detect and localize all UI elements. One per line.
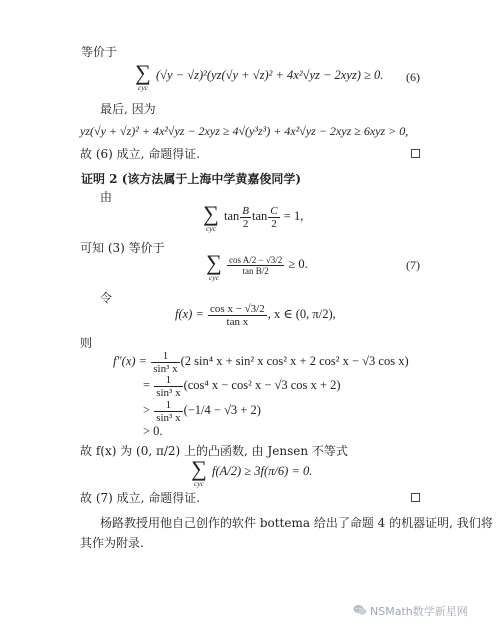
equation-6: (√y − √z)²(yz(√y + √z)² + 4x²√yz − 2xyz) ≥ 0.	[156, 68, 384, 82]
second-derivative-line-1: f″(x) = $\frac{1}{\text{sin³ x}}$ (2 sin⁴ x + sin² x cos² x + 2 cos² x − √3 cos x)	[113, 349, 409, 375]
paragraph-line-1: 杨路教授用他自己创作的软件 bottema 给出了命题 4 的机器证明, 我们将	[100, 516, 493, 530]
text-then: 则	[80, 336, 93, 350]
text-equiv-to: 等价于	[81, 45, 118, 59]
text-let: 令	[100, 291, 113, 305]
sum-symbol: ∑ cyc	[191, 456, 207, 488]
equation-number-7: (7)	[406, 258, 420, 272]
text-by: 由	[100, 190, 113, 204]
second-derivative-line-3: > $\frac{1}{\text{sin³ x}}$ (−1/4 − √3 + 2)	[143, 398, 261, 424]
text-finally: 最后, 因为	[100, 102, 156, 116]
text-know-equiv: 可知 (3) 等价于	[80, 241, 165, 255]
jensen-inequality: f(A/2) ≥ 3f(π/6) = 0.	[212, 464, 313, 478]
sum-symbol: ∑ cyc	[203, 201, 219, 233]
tangent-product-equation: tan $\frac{B}{2}$ tan $\frac{C}{2}$ = 1,	[224, 204, 304, 230]
proof-2-heading: 证明 2 (该方法属于上海中学黄嘉俊同学)	[81, 172, 302, 186]
qed-box	[411, 493, 420, 502]
second-derivative-line-2: = $\frac{1}{\text{sin³ x}}$ (cos⁴ x − cos² x − √3 cos x + 2)	[143, 373, 341, 399]
sum-symbol: ∑ cyc	[206, 250, 222, 282]
qed-box	[411, 149, 420, 158]
watermark-text: NSMath数学新星网	[370, 605, 468, 618]
equation-7: $\frac{\text{cos A/2 − √3/2}}{\text{tan B/2}}$ ≥ 0.	[229, 254, 308, 276]
text-conclude-6: 故 (6) 成立, 命题得证.	[80, 147, 201, 161]
text-conclude-7: 故 (7) 成立, 命题得证.	[80, 491, 201, 505]
paragraph-line-2: 其作为附录.	[80, 536, 144, 550]
inequality-chain: yz(√y + √z)² + 4x²√yz − 2xyz ≥ 4√(y³z³) + 4x²√yz − 2xyz ≥ 6xyz > 0,	[80, 124, 409, 138]
equation-number-6: (6)	[406, 70, 420, 84]
sum-symbol: ∑ cyc	[135, 60, 151, 92]
second-derivative-line-4: > 0.	[143, 424, 163, 438]
text-convex: 故 f(x) 为 (0, π/2) 上的凸函数, 由 Jensen 不等式	[80, 444, 348, 458]
function-definition: f(x) = $\frac{\text{cos x − √3/2}}{\text{tan x}}$ , x ∈ (0, π/2),	[175, 302, 336, 328]
wechat-icon	[353, 604, 367, 616]
